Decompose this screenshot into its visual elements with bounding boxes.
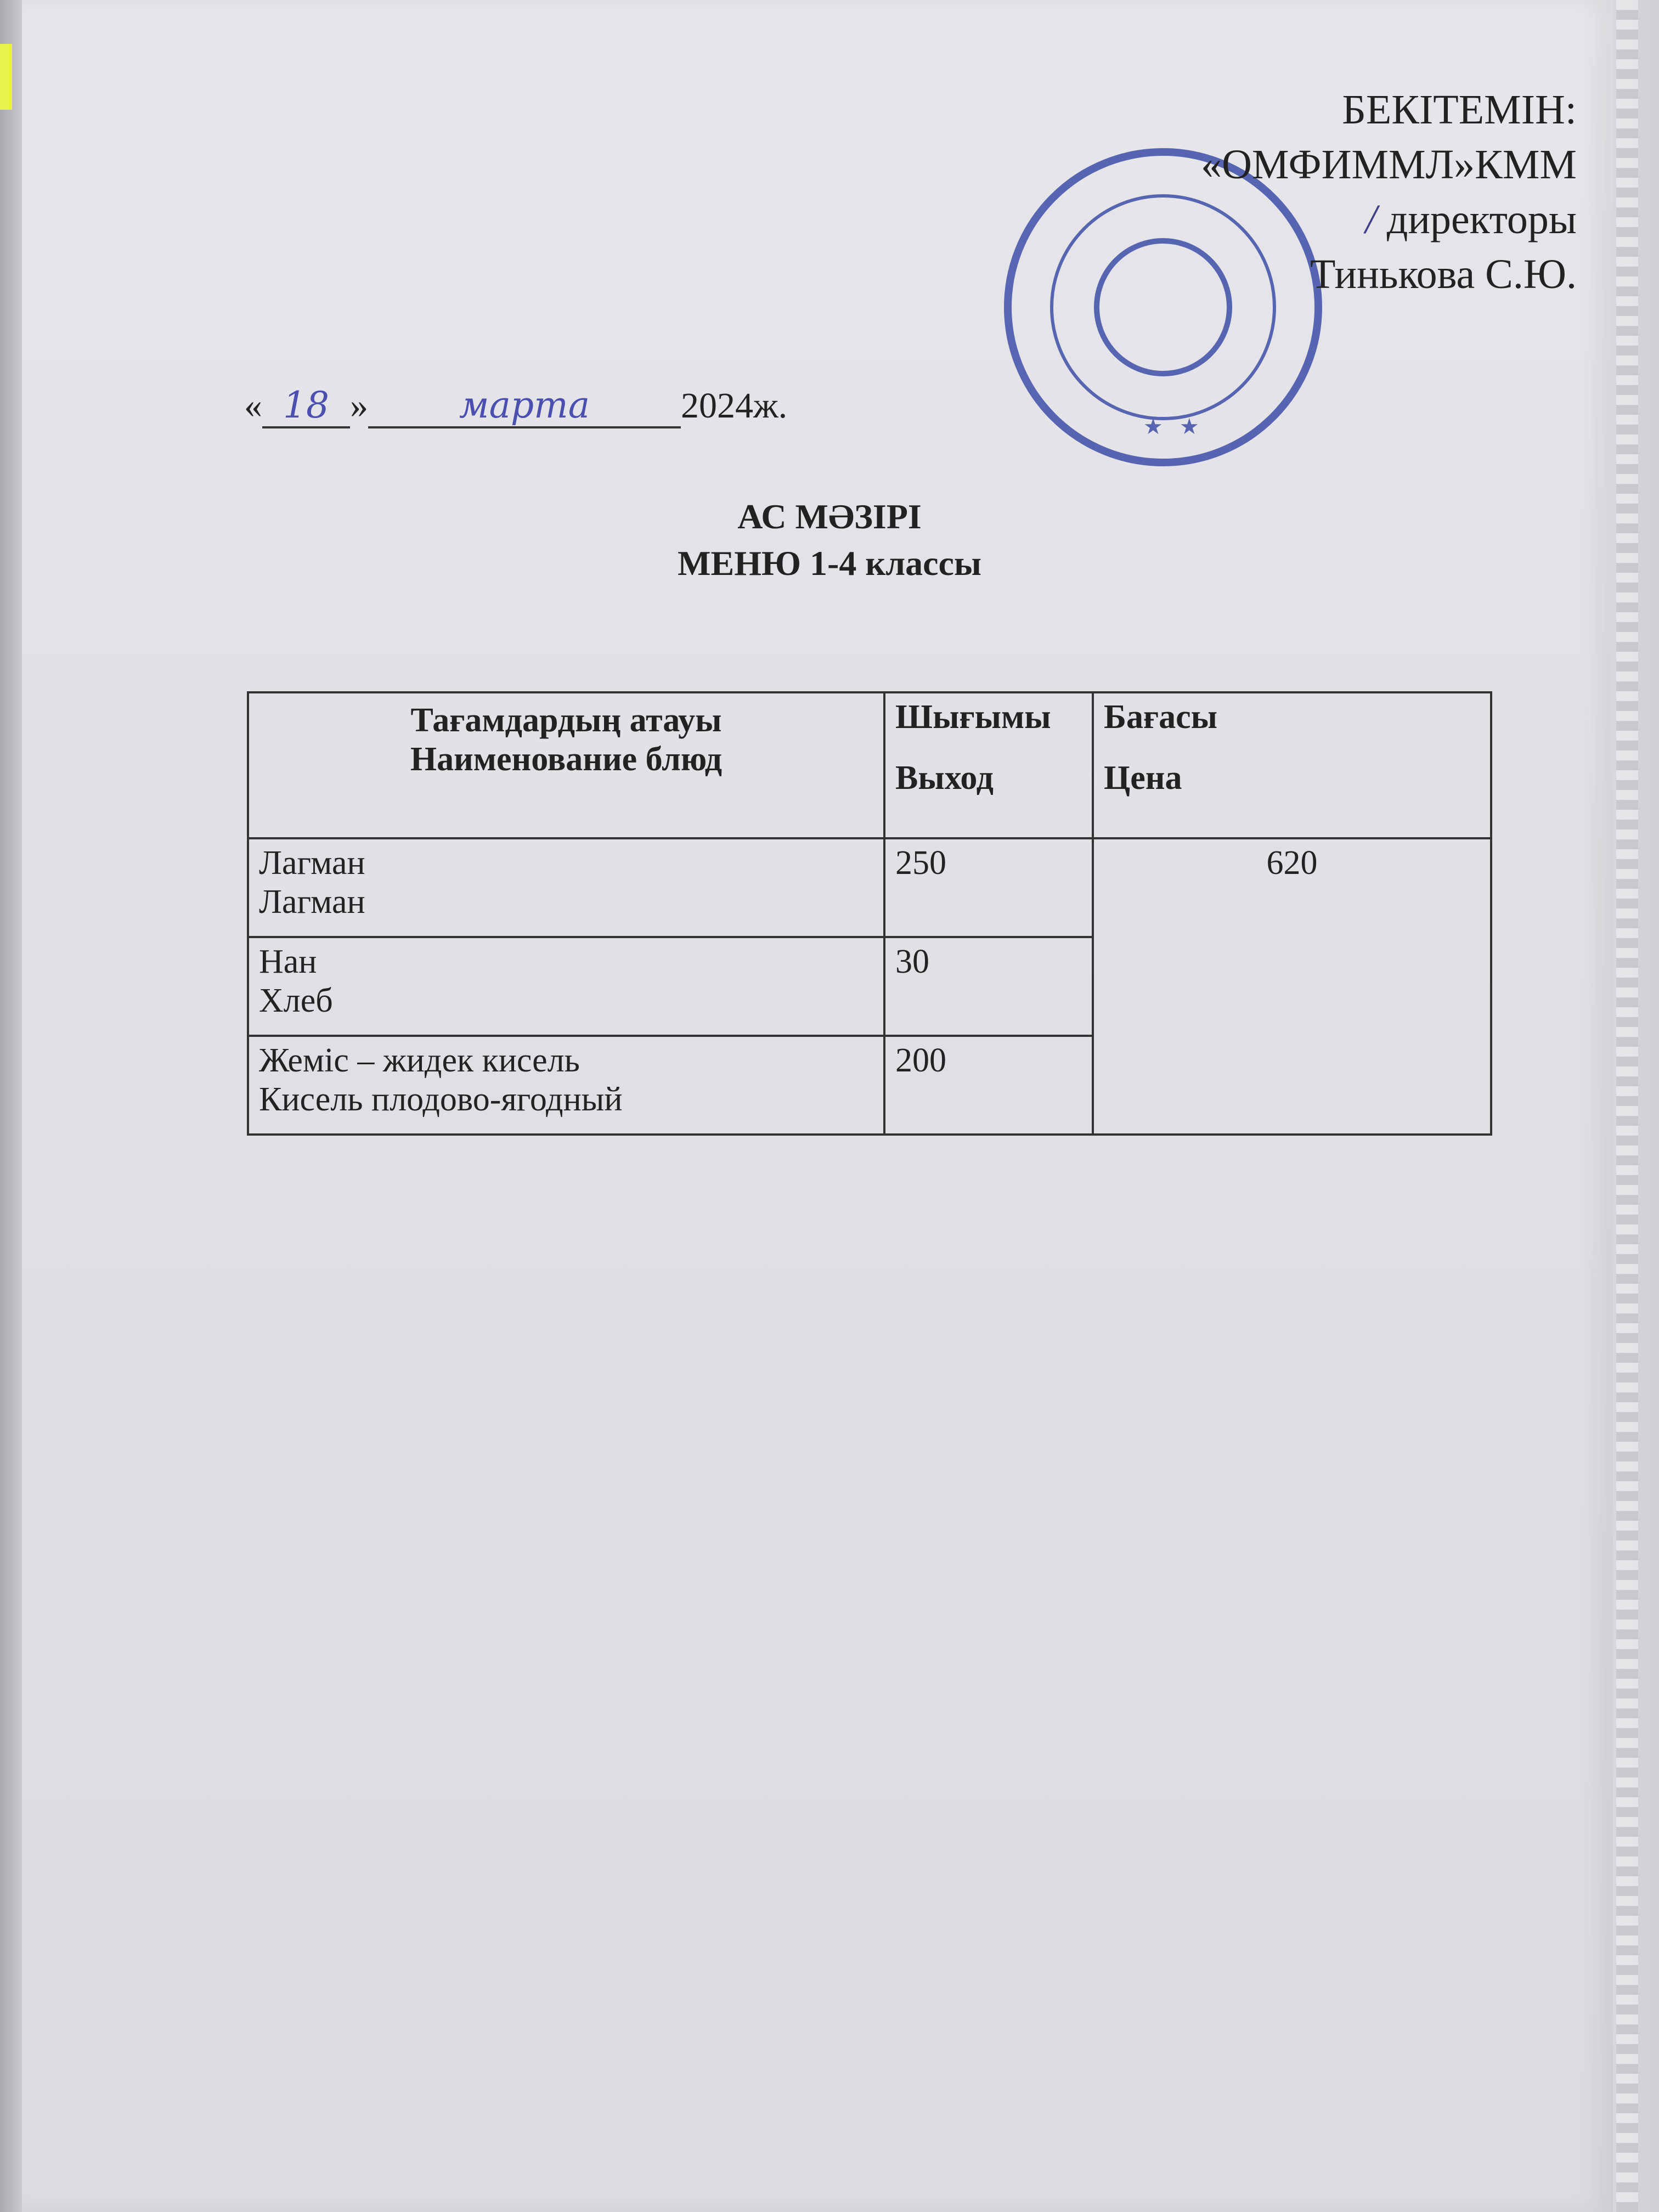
title-kz: АС МӘЗІРІ xyxy=(737,497,922,536)
dish-name-kz: Жеміс – жидек кисель xyxy=(259,1042,580,1079)
dish-name-kz: Нан xyxy=(259,943,317,980)
dish-name xyxy=(248,937,884,1036)
approval-position-text: директоры xyxy=(1386,196,1577,242)
dish-name xyxy=(248,1036,884,1135)
date-quote-close: » xyxy=(350,386,368,426)
table-row xyxy=(248,838,1491,937)
header-name xyxy=(248,692,884,838)
dish-name-ru: Хлеб xyxy=(259,982,333,1019)
date-quote-open: « xyxy=(244,386,262,426)
dish-output: 250 xyxy=(884,838,1093,937)
approval-heading: БЕКІТЕМІН: xyxy=(1342,87,1577,133)
signature-mark: / xyxy=(1365,196,1377,242)
header-price-ru: Цена xyxy=(1104,759,1182,797)
title-ru: МЕНЮ 1-4 классы xyxy=(678,544,981,583)
header-price xyxy=(1093,692,1491,838)
header-output-kz: Шығымы xyxy=(895,698,1051,736)
approval-position xyxy=(1201,192,1577,247)
dish-output: 30 xyxy=(884,937,1093,1036)
dish-name-kz: Лагман xyxy=(259,844,365,882)
header-row xyxy=(248,692,1491,838)
date-month: марта xyxy=(368,384,681,428)
dish-output: 200 xyxy=(884,1036,1093,1135)
date-year: 2024ж. xyxy=(681,386,788,426)
header-name-kz: Тағамдардың атауы xyxy=(410,702,722,739)
dish-name-ru: Лагман xyxy=(259,883,365,921)
menu-table xyxy=(247,691,1492,1136)
date-day: 18 xyxy=(262,384,350,428)
stamp-stars: ★ ★ xyxy=(1143,414,1199,439)
header-name-ru: Наименование блюд xyxy=(410,741,723,778)
header-price-kz: Бағасы xyxy=(1104,698,1218,736)
date-line xyxy=(244,384,787,428)
dish-price: 620 xyxy=(1093,838,1491,1135)
header-output-ru: Выход xyxy=(895,759,994,797)
approval-org: «ОМФИММЛ»КММ xyxy=(1201,142,1577,188)
yellow-tab xyxy=(0,44,12,110)
approval-person: Тинькова С.Ю. xyxy=(1310,251,1577,297)
dish-name-ru: Кисель плодово-ягодный xyxy=(259,1081,623,1118)
header-output xyxy=(884,692,1093,838)
dish-name xyxy=(248,838,884,937)
binder-holes xyxy=(1616,0,1638,2212)
approval-block xyxy=(1201,82,1577,302)
